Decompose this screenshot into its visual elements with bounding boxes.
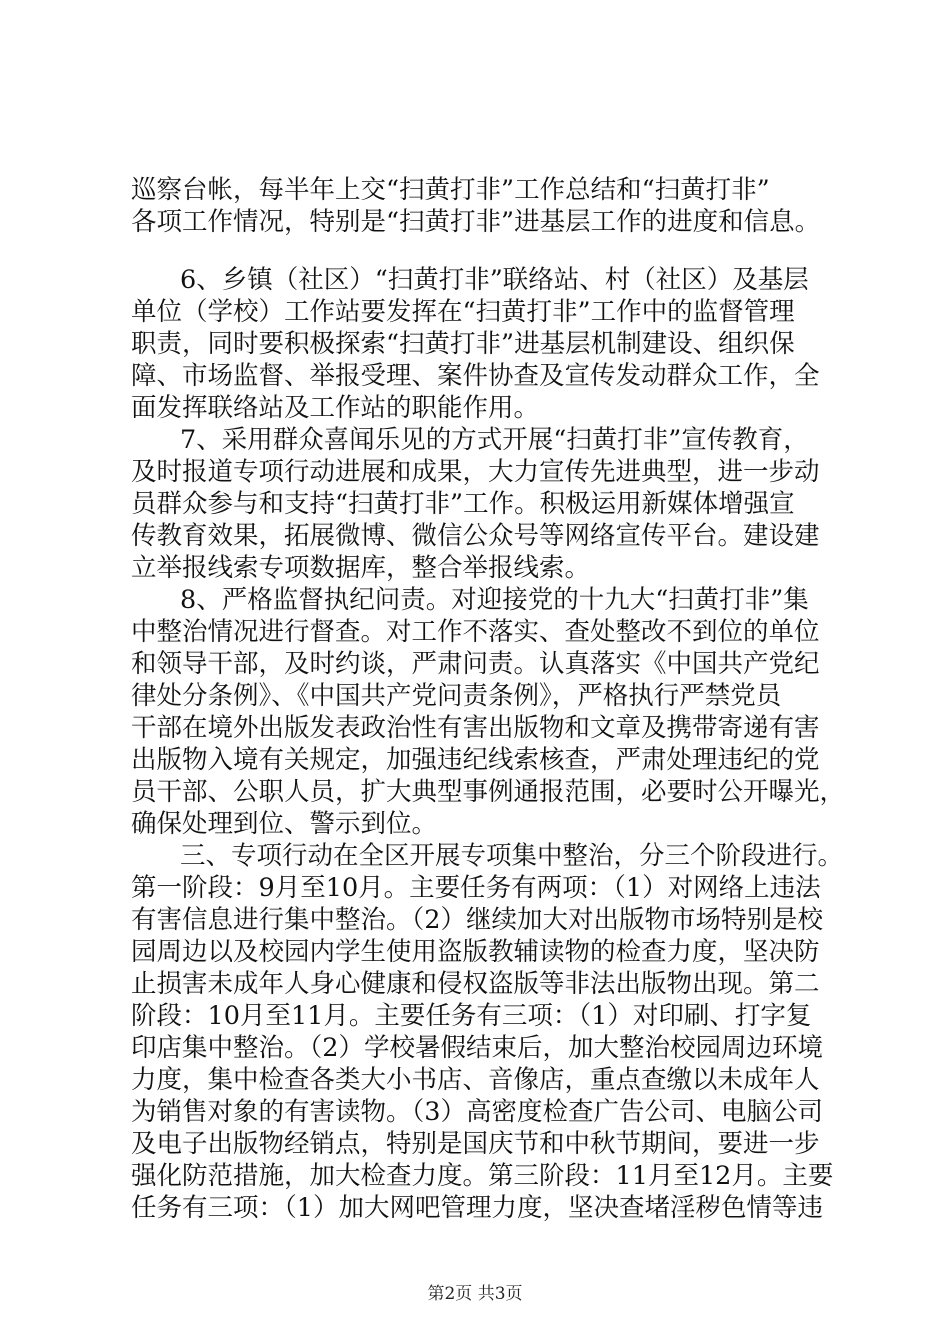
text-line: 三、专项行动在全区开展专项集中整治，分三个阶段进行。 (180, 841, 844, 871)
text-line: 干部在境外出版发表政治性有害出版物和文章及携带寄递有害 (131, 713, 820, 743)
text-line: 止损害未成年人身心健康和侵权盗版等非法出版物出现。第二 (131, 969, 820, 999)
text-line: 职责，同时要积极探索“扫黄打非”进基层机制建设、组织保 (131, 329, 795, 359)
text-line: 印店集中整治。（2）学校暑假结束后，加大整治校园周边环境 (131, 1033, 823, 1063)
text-line: 和领导干部，及时约谈，严肃问责。认真落实《中国共产党纪 (131, 649, 820, 679)
page-number: 第2页 共3页 (427, 1284, 523, 1304)
text-line: 6、乡镇（社区）“扫黄打非”联络站、村（社区）及基层 (180, 265, 809, 295)
text-line: 及时报道专项行动进展和成果，大力宣传先进典型，进一步动 (131, 457, 820, 487)
text-line: 园周边以及校园内学生使用盗版教辅读物的检查力度，坚决防 (131, 937, 820, 967)
text-line: 任务有三项：（1）加大网吧管理力度，坚决查堵淫秽色情等违 (131, 1193, 823, 1223)
text-line: 7、采用群众喜闻乐见的方式开展“扫黄打非”宣传教育， (180, 425, 809, 455)
text-line: 有害信息进行集中整治。（2）继续加大对出版物市场特别是校 (131, 905, 823, 935)
text-line: 确保处理到位、警示到位。 (131, 809, 438, 839)
text-line: 单位（学校）工作站要发挥在“扫黄打非”工作中的监督管理 (131, 297, 795, 327)
text-line: 传教育效果，拓展微博、微信公众号等网络宣传平台。建设建 (131, 521, 820, 551)
text-line: 8、严格监督执纪问责。对迎接党的十九大“扫黄打非”集 (180, 585, 809, 615)
text-line: 律处分条例》、《中国共产党问责条例》，严格执行严禁党员 (131, 681, 782, 711)
text-line: 中整治情况进行督查。对工作不落实、查处整改不到位的单位 (131, 617, 820, 647)
text-line: 出版物入境有关规定，加强违纪线索核查，严肃处理违纪的党 (131, 745, 820, 775)
text-line: 强化防范措施，加大检查力度。第三阶段：11月至12月。主要 (131, 1161, 834, 1191)
text-line: 及电子出版物经销点，特别是国庆节和中秋节期间，要进一步 (131, 1129, 820, 1159)
text-line: 阶段：10月至11月。主要任务有三项：（1）对印刷、打字复 (131, 1001, 812, 1031)
text-line: 为销售对象的有害读物。（3）高密度检查广告公司、电脑公司 (131, 1097, 823, 1127)
text-line: 各项工作情况，特别是“扫黄打非”进基层工作的进度和信息。 (131, 207, 821, 237)
text-line: 障、市场监督、举报受理、案件协查及宣传发动群众工作，全 (131, 361, 820, 391)
text-line: 第一阶段：9月至10月。主要任务有两项：（1）对网络上违法 (131, 873, 821, 903)
text-line: 巡察台帐，每半年上交“扫黄打非”工作总结和“扫黄打非” (131, 175, 770, 205)
text-line: 力度，集中检查各类大小书店、音像店，重点查缴以未成年人 (131, 1065, 820, 1095)
text-line: 面发挥联络站及工作站的职能作用。 (131, 393, 540, 423)
text-line: 员群众参与和支持“扫黄打非”工作。积极运用新媒体增强宣 (131, 489, 795, 519)
text-line: 员干部、公职人员，扩大典型事例通报范围，必要时公开曝光， (131, 777, 846, 807)
text-line: 立举报线索专项数据库，整合举报线索。 (131, 553, 591, 583)
